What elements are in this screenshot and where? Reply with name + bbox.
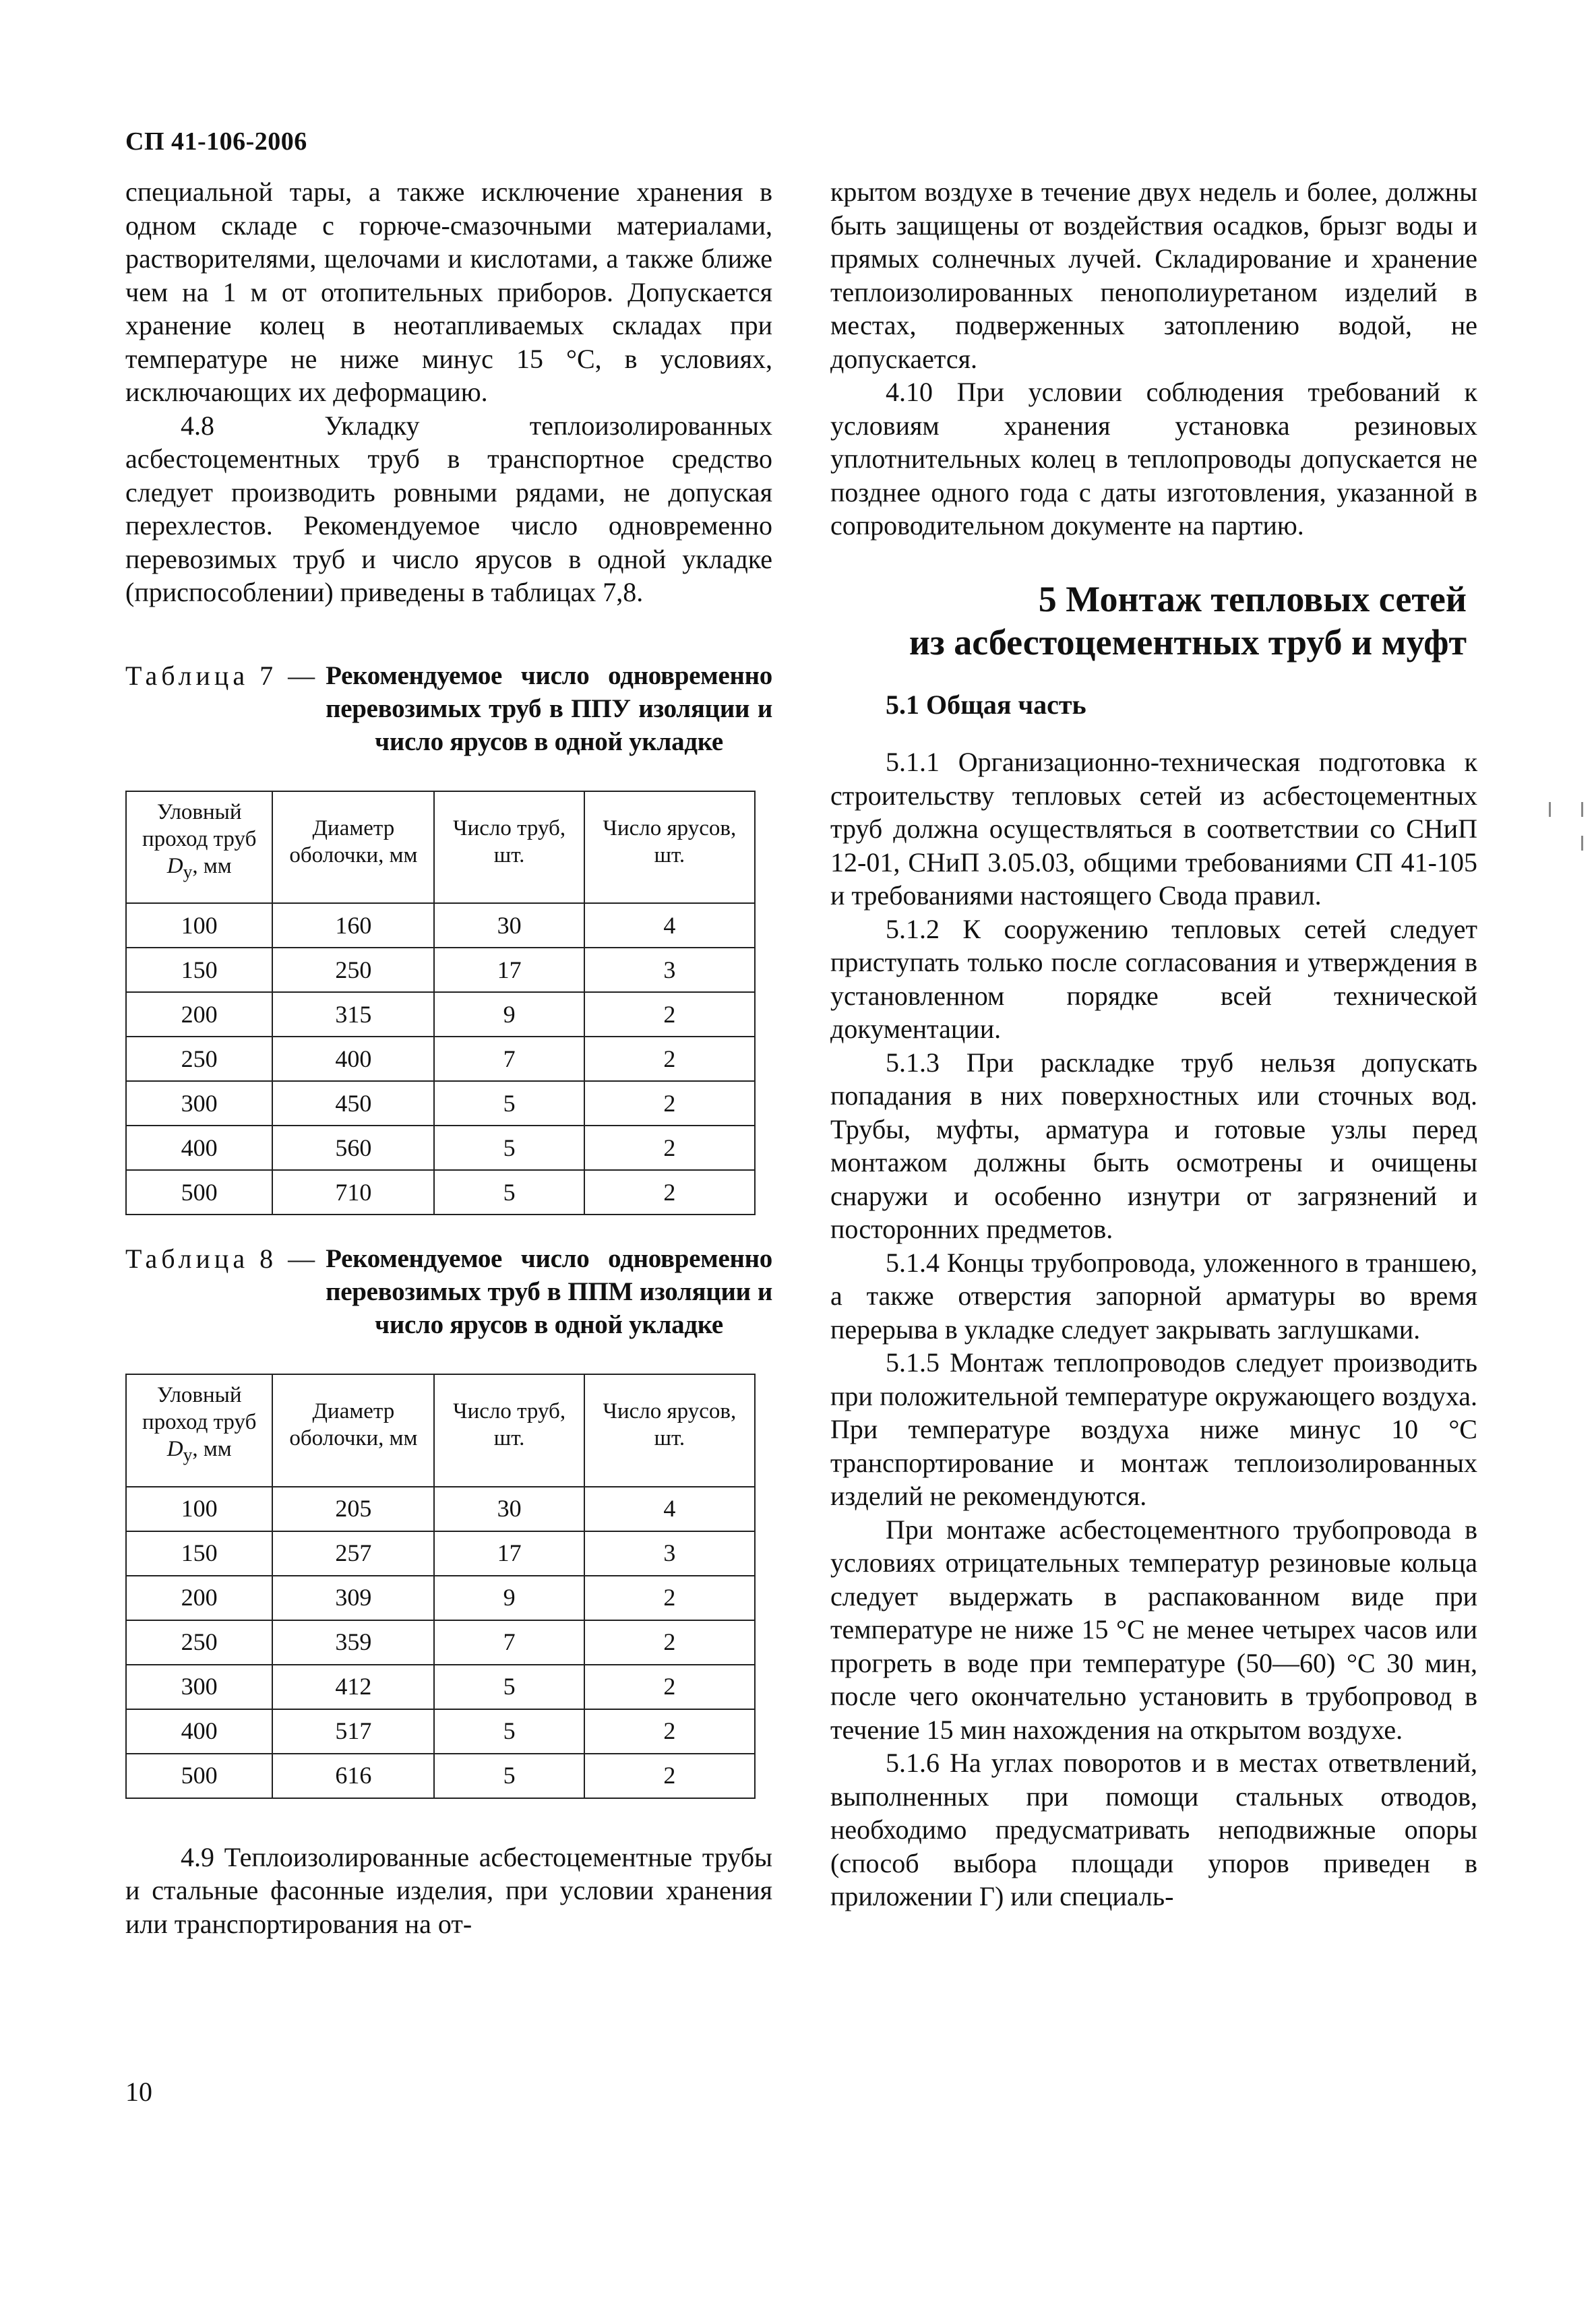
paragraph-5-1-5: 5.1.5 Монтаж теплопроводов следует производить при положительной температуре окружающего воздуха. При температуре воздуха ниже минус 10 °С транспортирование и монтаж теплоизолированных изделий не рекомендуются. bbox=[830, 1347, 1477, 1511]
table-cell: 2 bbox=[584, 1709, 755, 1754]
table-cell: 7 bbox=[434, 1620, 584, 1665]
table-cell: 7 bbox=[434, 1037, 584, 1081]
table-cell: 17 bbox=[434, 948, 584, 992]
table-7-title: Рекомендуемое число одновременно перевозимых труб в ППУ изоляции и число ярусов в одной укладке bbox=[326, 661, 772, 756]
table-row bbox=[126, 1709, 755, 1754]
table-7-caption bbox=[125, 659, 772, 758]
table-cell: 4 bbox=[584, 903, 755, 948]
header-shell-diameter: Диаметр оболочки, мм bbox=[272, 791, 434, 904]
table-cell: 2 bbox=[584, 1081, 755, 1126]
table-cell: 560 bbox=[272, 1126, 434, 1170]
paragraph-5-1-1: 5.1.1 Организационно-техническая подготовка к строительству тепловых сетей из асбестоцементных труб должна осуществляться в соответствии со СНиП 12-01, СНиП 3.05.03, общими требованиями СП 41-105 и требованиями настоящего Свода правил. bbox=[830, 747, 1477, 911]
document-code: СП 41-106-2006 bbox=[125, 127, 307, 156]
table-8 bbox=[125, 1374, 756, 1799]
header-tier-count: Число ярусов, шт. bbox=[584, 1374, 755, 1487]
table-cell: 2 bbox=[584, 1754, 755, 1798]
table-cell: 2 bbox=[584, 1576, 755, 1620]
table-cell: 500 bbox=[126, 1754, 272, 1798]
table-cell: 2 bbox=[584, 1170, 755, 1215]
table-cell: 5 bbox=[434, 1170, 584, 1215]
left-column bbox=[125, 175, 772, 1940]
paragraph: специальной тары, а также исключение хранения в одном складе с горюче-смазочными материалами, растворителями, щелочами и кислотами, а также ближе чем на 1 м от отопительных приборов. Допускается хранение колец в неотапливаемых складах при температуре не ниже минус 15 °С, в условиях, исключающих их деформацию. bbox=[125, 177, 772, 407]
table-cell: 5 bbox=[434, 1754, 584, 1798]
table-cell: 359 bbox=[272, 1620, 434, 1665]
paragraph-4-9: 4.9 Теплоизолированные асбестоцементные трубы и стальные фасонные изделия, при условии хранения или транспортирования на от- bbox=[125, 1841, 772, 1939]
header-nominal-bore: Уловный проход труб $D_у$, мм bbox=[126, 791, 272, 904]
table-row bbox=[126, 1754, 755, 1798]
header-pipe-count: Число труб, шт. bbox=[434, 791, 584, 904]
table-cell: 500 bbox=[126, 1170, 272, 1215]
section-title: 5 Монтаж тепловых сетей из асбестоцементных труб и муфт bbox=[909, 578, 1467, 663]
table-row bbox=[126, 992, 755, 1037]
table-row bbox=[126, 1126, 755, 1170]
table-cell: 517 bbox=[272, 1709, 434, 1754]
table-cell: 2 bbox=[584, 1037, 755, 1081]
table-cell: 150 bbox=[126, 948, 272, 992]
table-row bbox=[126, 1620, 755, 1665]
table-row bbox=[126, 1531, 755, 1576]
table-cell: 200 bbox=[126, 992, 272, 1037]
table-cell: 250 bbox=[126, 1620, 272, 1665]
header-tier-count: Число ярусов, шт. bbox=[584, 791, 755, 904]
table-cell: 3 bbox=[584, 948, 755, 992]
table-8-body bbox=[126, 1487, 755, 1798]
table-cell: 450 bbox=[272, 1081, 434, 1126]
paragraph: При монтаже асбестоцементного трубопровода в условиях отрицательных температур резиновые кольца следует выдержать в распакованном виде при температуре не ниже 15 °С не менее четырех часов или прогреть в воде при температуре (50—60) °С 30 мин, после чего окончательно установить в трубопровод в течение 15 мин нахождения на открытом воздухе. bbox=[830, 1514, 1477, 1745]
table-cell: 4 bbox=[584, 1487, 755, 1531]
table-cell: 412 bbox=[272, 1665, 434, 1709]
table-8-caption bbox=[125, 1242, 772, 1341]
table-row bbox=[126, 1037, 755, 1081]
table-cell: 100 bbox=[126, 903, 272, 948]
table-cell: 300 bbox=[126, 1081, 272, 1126]
table-cell: 9 bbox=[434, 992, 584, 1037]
table-cell: 150 bbox=[126, 1531, 272, 1576]
table-cell: 710 bbox=[272, 1170, 434, 1215]
paragraph-4-8: 4.8 Укладку теплоизолированных асбестоцементных труб в транспортное средство следует производить ровными рядами, не допуская перехлестов. Рекомендуемое число одновременно перевозимых труб и число ярусов в одной укладке (приспособлении) приведены в таблицах 7,8. bbox=[125, 410, 772, 607]
table-cell: 205 bbox=[272, 1487, 434, 1531]
table-7 bbox=[125, 791, 756, 1216]
table-cell: 315 bbox=[272, 992, 434, 1037]
right-column bbox=[830, 175, 1477, 1913]
table-cell: 160 bbox=[272, 903, 434, 948]
margin-mark bbox=[1581, 802, 1583, 817]
paragraph-5-1-3: 5.1.3 При раскладке труб нельзя допускать попадания в них поверхностных или сточных вод. Трубы, муфты, арматура и готовые узлы перед монтажом должны быть осмотрены и очищены снаружи и особенно изнутри от загрязнений и посторонних предметов. bbox=[830, 1047, 1477, 1244]
table-cell: 100 bbox=[126, 1487, 272, 1531]
page-number: 10 bbox=[125, 2077, 152, 2107]
table-8-title: Рекомендуемое число одновременно перевозимых труб в ППМ изоляции и число ярусов в одной укладке bbox=[326, 1244, 772, 1340]
header-nominal-bore: Уловный проход труб $D_у$, мм bbox=[126, 1374, 272, 1487]
table-7-body bbox=[126, 903, 755, 1215]
table-row bbox=[126, 903, 755, 948]
table-row bbox=[126, 1487, 755, 1531]
table-cell: 30 bbox=[434, 1487, 584, 1531]
margin-mark bbox=[1581, 836, 1583, 851]
table-cell: 250 bbox=[272, 948, 434, 992]
table-cell: 5 bbox=[434, 1709, 584, 1754]
table-cell: 257 bbox=[272, 1531, 434, 1576]
table-cell: 30 bbox=[434, 903, 584, 948]
paragraph: крытом воздухе в течение двух недель и более, должны быть защищены от воздействия осадков, брызг воды и прямых солнечных лучей. Складирование и хранение теплоизолированных пенополиуретаном изделий в местах, подверженных затоплению водой, не допускается. bbox=[830, 177, 1477, 374]
table-cell: 309 bbox=[272, 1576, 434, 1620]
table-cell: 2 bbox=[584, 1620, 755, 1665]
table-row bbox=[126, 1665, 755, 1709]
paragraph-5-1-6: 5.1.6 На углах поворотов и в местах ответвлений, выполненных при помощи стальных отводов, необходимо предусматривать неподвижные опоры (способ выбора площади упоров приведен в приложении Г) или специаль- bbox=[830, 1748, 1477, 1911]
paragraph-5-1-4: 5.1.4 Концы трубопровода, уложенного в траншею, а также отверстия запорной арматуры во время перерыва в укладке следует закрывать заглушками. bbox=[830, 1247, 1477, 1345]
table-cell: 2 bbox=[584, 992, 755, 1037]
table-cell: 616 bbox=[272, 1754, 434, 1798]
table-cell: 17 bbox=[434, 1531, 584, 1576]
table-7-label: Таблица 7 — bbox=[125, 660, 319, 691]
table-cell: 5 bbox=[434, 1081, 584, 1126]
table-cell: 300 bbox=[126, 1665, 272, 1709]
paragraph-5-1-2: 5.1.2 К сооружению тепловых сетей следует приступать только после согласования и утверждения в установленном порядке всей технической документации. bbox=[830, 913, 1477, 1044]
table-cell: 2 bbox=[584, 1665, 755, 1709]
table-cell: 400 bbox=[272, 1037, 434, 1081]
table-cell: 5 bbox=[434, 1665, 584, 1709]
table-cell: 400 bbox=[126, 1709, 272, 1754]
table-cell: 5 bbox=[434, 1126, 584, 1170]
table-row bbox=[126, 1170, 755, 1215]
table-cell: 250 bbox=[126, 1037, 272, 1081]
table-row bbox=[126, 948, 755, 992]
subsection-title: 5.1 Общая часть bbox=[886, 689, 1086, 720]
table-cell: 400 bbox=[126, 1126, 272, 1170]
table-header-row bbox=[126, 1374, 755, 1487]
table-cell: 9 bbox=[434, 1576, 584, 1620]
header-shell-diameter: Диаметр оболочки, мм bbox=[272, 1374, 434, 1487]
table-row bbox=[126, 1081, 755, 1126]
table-cell: 200 bbox=[126, 1576, 272, 1620]
table-row bbox=[126, 1576, 755, 1620]
table-8-label: Таблица 8 — bbox=[125, 1243, 319, 1275]
table-header-row bbox=[126, 791, 755, 904]
table-cell: 2 bbox=[584, 1126, 755, 1170]
margin-mark bbox=[1549, 802, 1551, 817]
table-cell: 3 bbox=[584, 1531, 755, 1576]
header-pipe-count: Число труб, шт. bbox=[434, 1374, 584, 1487]
paragraph-4-10: 4.10 При условии соблюдения требований к условиям хранения установка резиновых уплотнительных колец в теплопроводы допускается не позднее одного года с даты изготовления, указанной в сопроводительном документе на партию. bbox=[830, 377, 1477, 541]
